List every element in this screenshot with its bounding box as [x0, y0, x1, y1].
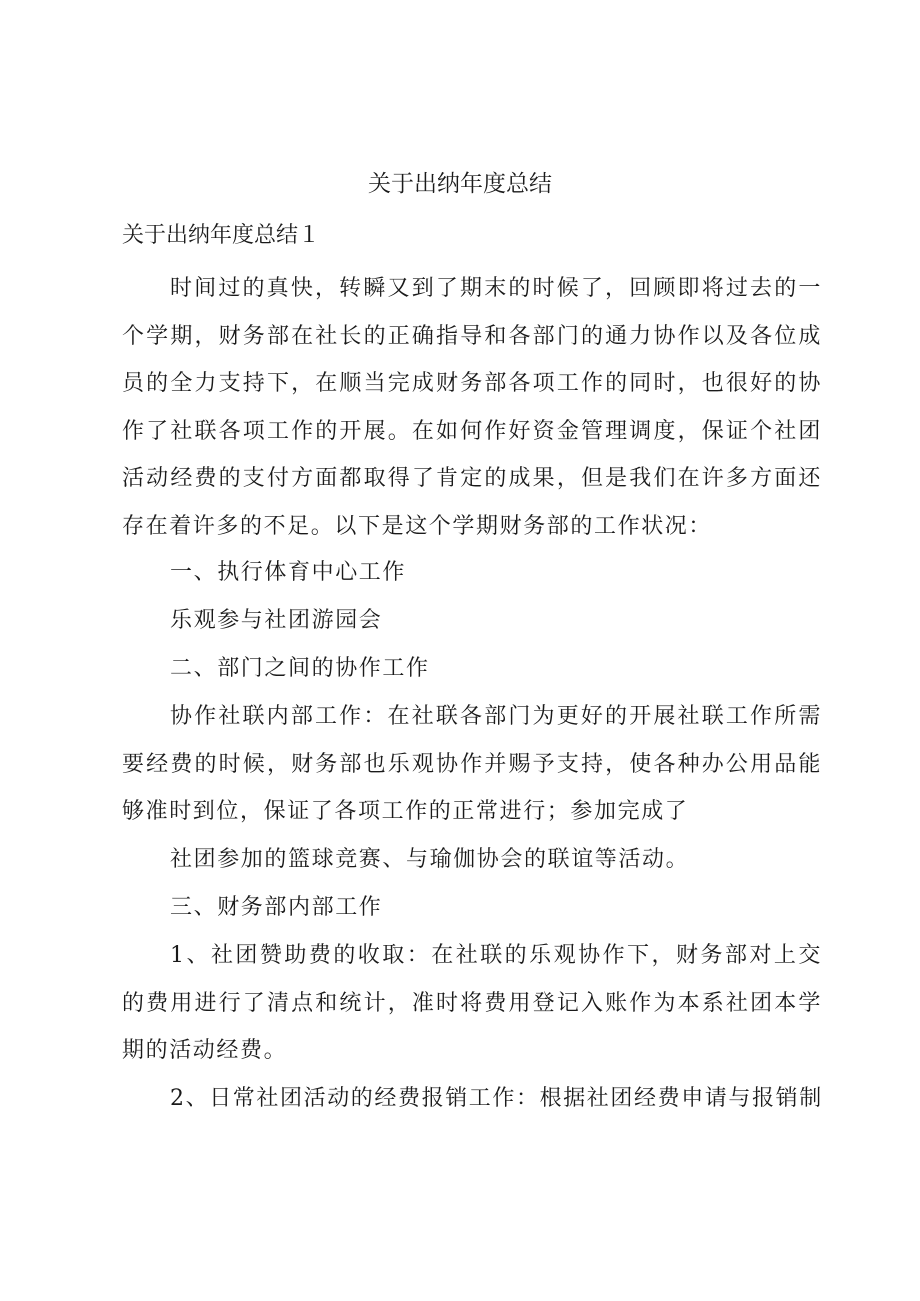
paragraph-activities: 社团参加的篮球竞赛、与瑜伽协会的联谊等活动。 — [170, 847, 690, 872]
paragraph-sponsorship-fees: 1、社团赞助费的收取：在社联的乐观协作下，财务部对上交的费用进行了清点和统计，准时将费用登记入账作为本系社团本学期的活动经费。 — [122, 943, 822, 1063]
section-subtitle: 关于出纳年度总结１ — [122, 223, 321, 248]
paragraph-expense-reimbursement: 2、日常社团活动的经费报销工作：根据社团经费申请与报销制 — [170, 1086, 823, 1111]
heading-finance-internal: 三、财务部内部工作 — [170, 895, 383, 920]
paragraph-intro: 时间过的真快，转瞬又到了期末的时候了，回顾即将过去的一个学期，财务部在社长的正确指导和各部门的通力协作以及各位成员的全力支持下，在顺当完成财务部各项工作的同时，也很好的协作了社联各项工作的开展。在如何作好资金管理调度，保证个社团活动经费的支付方面都取得了肯定的成果，但是我们在许多方面还存在着许多的不足。以下是这个学期财务部的工作状况： — [122, 276, 822, 539]
heading-department-cooperation: 二、部门之间的协作工作 — [170, 656, 430, 681]
paragraph-garden-party: 乐观参与社团游园会 — [170, 608, 383, 633]
paragraph-internal-cooperation: 协作社联内部工作：在社联各部门为更好的开展社联工作所需要经费的时候，财务部也乐观协作并赐予支持，使各种办公用品能够准时到位，保证了各项工作的正常进行；参加完成了 — [122, 704, 822, 824]
heading-sports-center: 一、执行体育中心工作 — [170, 560, 407, 585]
document-title: 关于出纳年度总结 — [368, 171, 552, 197]
